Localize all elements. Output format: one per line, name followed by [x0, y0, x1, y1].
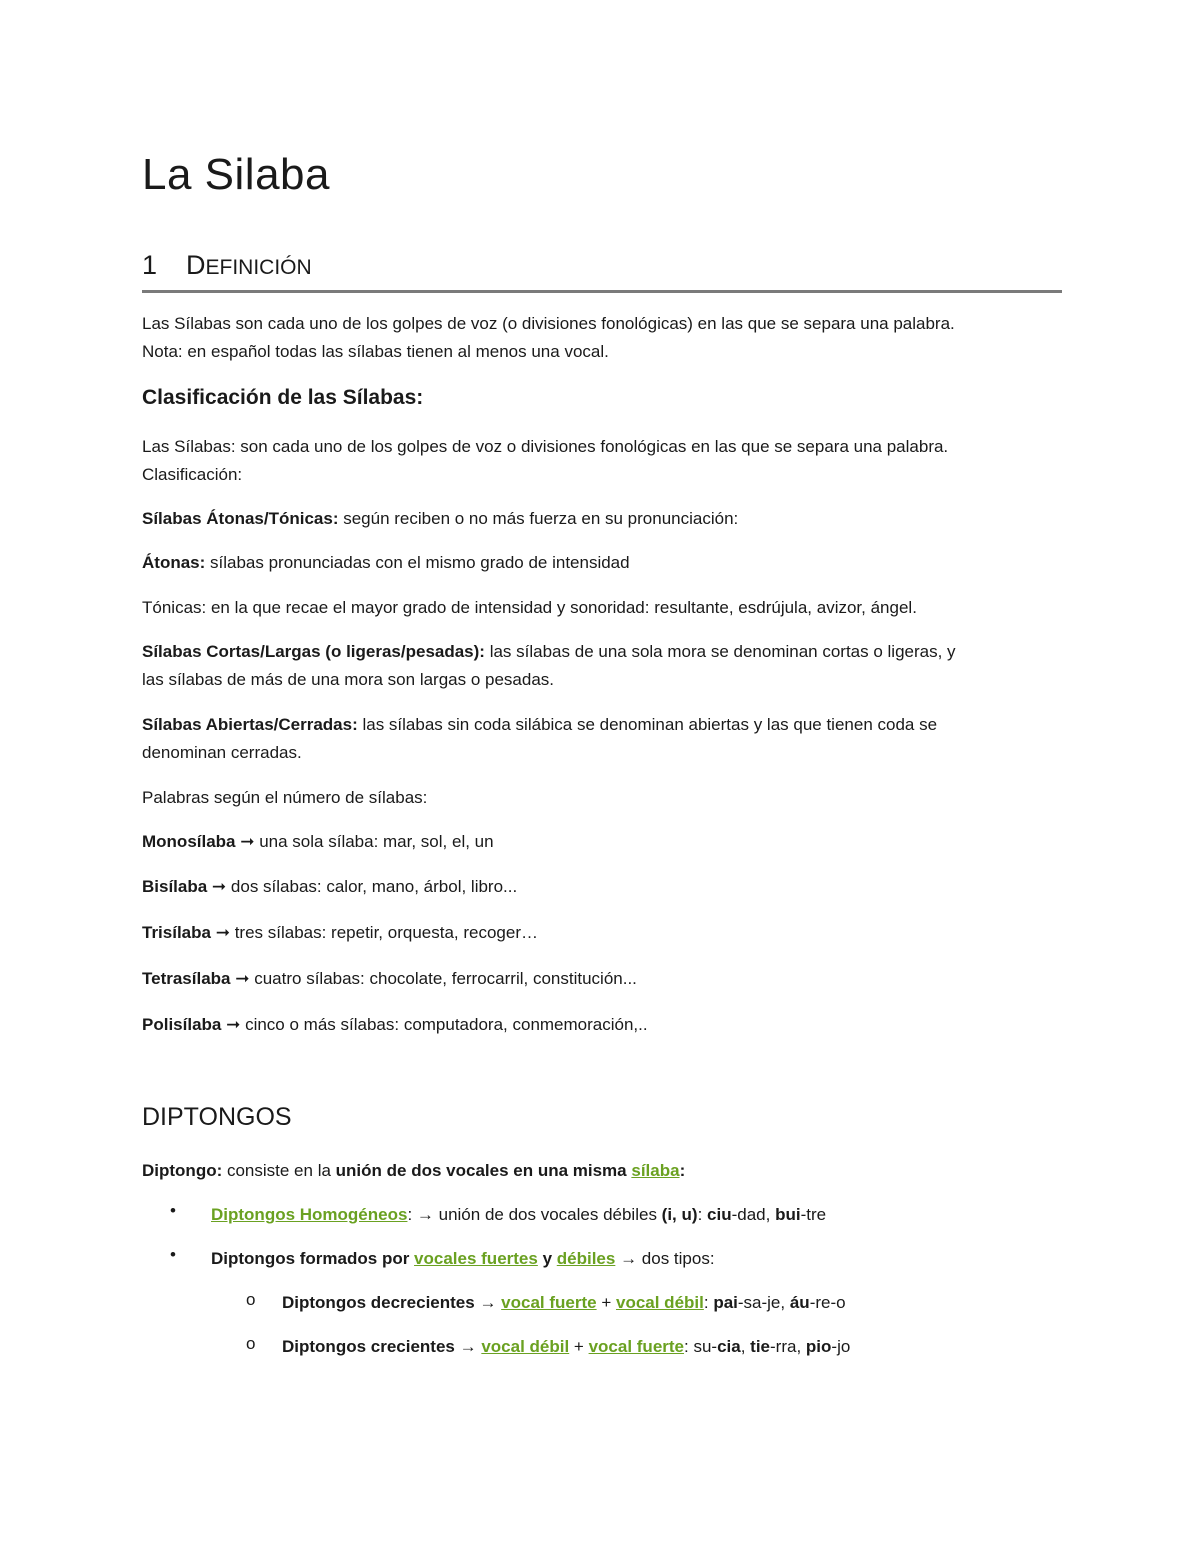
word-type-label: Bisílaba	[142, 877, 208, 896]
bullet-homogeneos	[211, 1201, 826, 1229]
bullet-icon: •	[170, 1245, 176, 1264]
section-heading-initial: D	[186, 250, 206, 280]
atonas-line	[142, 549, 630, 577]
bullet2-mid: y	[537, 1249, 557, 1268]
plus: +	[569, 1337, 589, 1356]
abiertas-cerradas-line-1	[142, 711, 937, 739]
bullet1-bold: (i, u)	[661, 1205, 698, 1224]
sub-bullet-icon: o	[246, 1290, 256, 1309]
section-divider	[142, 290, 1062, 293]
word-type-label: Tetrasílaba	[142, 969, 231, 988]
atonas-tonicas-line	[142, 505, 738, 533]
sub1-example: -re-o	[809, 1293, 846, 1312]
document-title: La Silaba	[142, 150, 330, 199]
section-number: 1	[142, 250, 158, 280]
atonas-text: sílabas pronunciadas con el mismo grado de intensidad	[205, 553, 630, 572]
sub2-example: -rra,	[770, 1337, 806, 1356]
bullet2-bold: Diptongos formados por	[211, 1249, 415, 1268]
atonas-tonicas-label: Sílabas Átonas/Tónicas:	[142, 509, 339, 528]
section-heading-definicion	[142, 250, 312, 281]
bullet1-example-bold: ciu	[707, 1205, 732, 1224]
definition-paragraph-1: Las Sílabas son cada uno de los golpes de voz (o divisiones fonológicas) en las que se separa una palabra.	[142, 314, 955, 333]
abiertas-cerradas-line-2: denominan cerradas.	[142, 743, 302, 762]
bullet1-example-bold: bui	[775, 1205, 801, 1224]
sub2-example-bold: cia	[717, 1337, 741, 1356]
bullet-fuertes-debiles	[211, 1245, 715, 1273]
vocales-fuertes-link[interactable]: vocales fuertes	[414, 1249, 538, 1268]
word-type-text: dos sílabas: calor, mano, árbol, libro...	[230, 877, 518, 896]
sub2-example: -jo	[831, 1337, 851, 1356]
arrow-icon: ➞	[235, 832, 260, 851]
cortas-largas-label: Sílabas Cortas/Largas (o ligeras/pesadas):	[142, 642, 485, 661]
diptongo-definition	[142, 1157, 685, 1185]
word-type-label: Trisílaba	[142, 923, 211, 942]
arrow-icon: →	[474, 1293, 502, 1312]
word-type-trisilaba	[142, 919, 538, 947]
vocal-debil-link[interactable]: vocal débil	[615, 1293, 704, 1312]
diptongos-heading: DIPTONGOS	[142, 1103, 292, 1131]
plus: +	[596, 1293, 616, 1312]
diptongo-text: consiste en la	[222, 1161, 336, 1180]
section-heading-rest: EFINICIÓN	[205, 256, 312, 279]
vocal-debil-link[interactable]: vocal débil	[481, 1337, 570, 1356]
bullet1-example: -tre	[800, 1205, 827, 1224]
sub-bullet-icon: o	[246, 1334, 256, 1353]
arrow-icon: →	[454, 1337, 482, 1356]
word-type-text: cuatro sílabas: chocolate, ferrocarril, constitución...	[254, 969, 637, 988]
abiertas-cerradas-label: Sílabas Abiertas/Cerradas:	[142, 715, 358, 734]
atonas-label: Átonas:	[142, 553, 206, 572]
word-type-monosilaba	[142, 828, 494, 856]
classification-paragraph-1: Las Sílabas: son cada uno de los golpes de voz o divisiones fonológicas en las que se separa una palabra.	[142, 437, 949, 456]
tonicas-line: Tónicas: en la que recae el mayor grado de intensidad y sonoridad: resultante, esdrújula, avizor, ángel.	[142, 598, 917, 617]
word-type-polisilaba	[142, 1011, 648, 1039]
word-type-text: cinco o más sílabas: computadora, conmemoración,..	[245, 1015, 648, 1034]
classification-heading: Clasificación de las Sílabas:	[142, 386, 424, 409]
atonas-tonicas-text: según reciben o no más fuerza en su pronunciación:	[338, 509, 739, 528]
palabras-intro: Palabras según el número de sílabas:	[142, 788, 428, 807]
sub1-text: :	[703, 1293, 714, 1312]
sub2-example-bold: tie	[750, 1337, 771, 1356]
arrow-icon: ➞	[207, 877, 231, 896]
bullet2-text: → dos tipos:	[615, 1249, 715, 1268]
diptongo-bold: unión de dos vocales en una misma	[335, 1161, 632, 1180]
bullet1-text2: :	[697, 1205, 708, 1224]
sub2-example-bold: pio	[805, 1337, 832, 1356]
bullet1-text: : → unión de dos vocales débiles	[407, 1205, 662, 1224]
definition-paragraph-2: Nota: en español todas las sílabas tienen al menos una vocal.	[142, 342, 609, 361]
word-type-label: Monosílaba	[142, 832, 236, 851]
sub1-example-bold: áu	[789, 1293, 810, 1312]
diptongo-end: :	[679, 1161, 686, 1180]
word-type-bisilaba	[142, 873, 517, 901]
abiertas-cerradas-text: las sílabas sin coda silábica se denominan abiertas y las que tienen coda se	[357, 715, 938, 734]
word-type-tetrasilaba	[142, 965, 637, 993]
sub2-bold: Diptongos crecientes	[282, 1337, 455, 1356]
arrow-icon: ➞	[221, 1015, 246, 1034]
sub-bullet-decrecientes	[282, 1289, 846, 1317]
bullet-icon: •	[170, 1201, 176, 1220]
sub1-bold: Diptongos decrecientes	[282, 1293, 475, 1312]
word-type-label: Polisílaba	[142, 1015, 222, 1034]
sub2-example: ,	[740, 1337, 751, 1356]
cortas-largas-line-2: las sílabas de más de una mora son largas o pesadas.	[142, 670, 555, 689]
arrow-icon: ➞	[230, 969, 255, 988]
silaba-link[interactable]: sílaba	[631, 1161, 680, 1180]
cortas-largas-line-1	[142, 638, 956, 666]
cortas-largas-text: las sílabas de una sola mora se denominan cortas o ligeras, y	[484, 642, 956, 661]
word-type-text: tres sílabas: repetir, orquesta, recoger…	[234, 923, 538, 942]
debiles-link[interactable]: débiles	[556, 1249, 616, 1268]
sub1-example-bold: pai	[713, 1293, 738, 1312]
sub-bullet-crecientes	[282, 1333, 850, 1361]
diptongo-label: Diptongo:	[142, 1161, 223, 1180]
sub2-text: : su-	[684, 1337, 718, 1356]
sub1-example: -sa-je,	[737, 1293, 790, 1312]
word-type-text: una sola sílaba: mar, sol, el, un	[259, 832, 494, 851]
vocal-fuerte-link[interactable]: vocal fuerte	[588, 1337, 685, 1356]
diptongos-homogeneos-link[interactable]: Diptongos Homogéneos	[211, 1205, 408, 1224]
arrow-icon: ➞	[210, 923, 235, 942]
vocal-fuerte-link[interactable]: vocal fuerte	[501, 1293, 597, 1312]
classification-paragraph-2: Clasificación:	[142, 465, 243, 484]
bullet1-example: -dad,	[731, 1205, 776, 1224]
